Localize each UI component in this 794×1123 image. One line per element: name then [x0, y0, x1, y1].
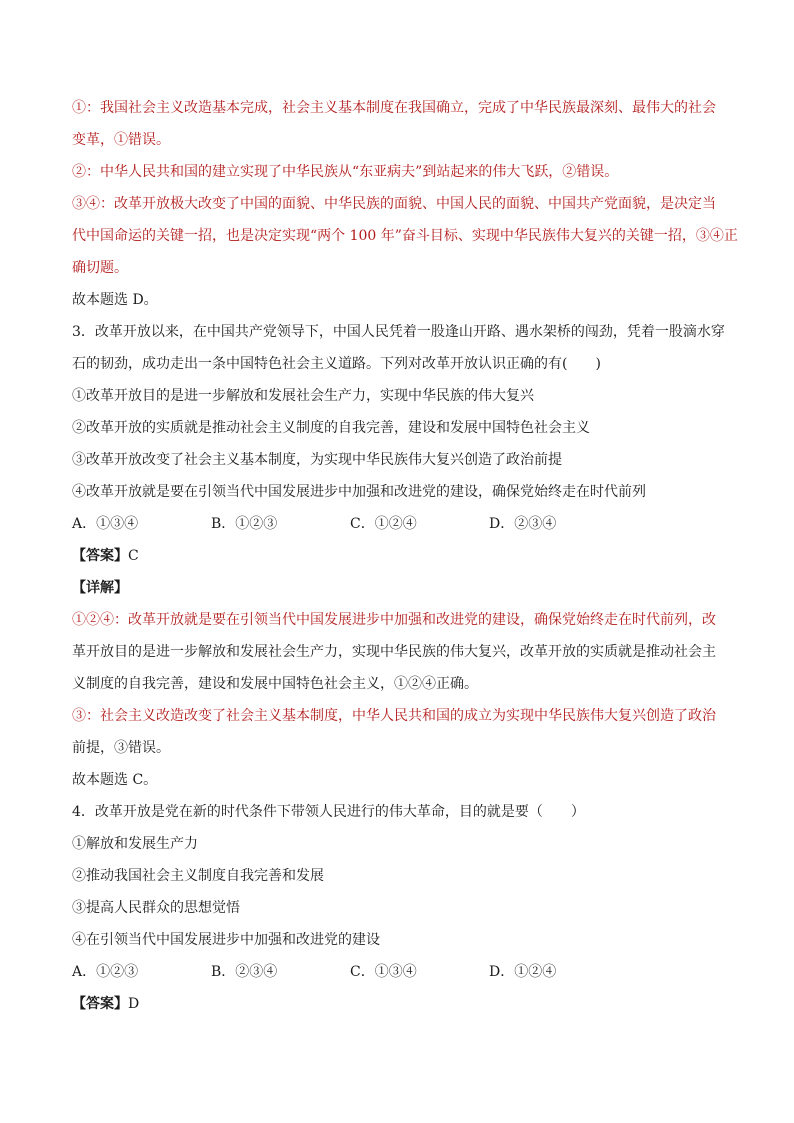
statement: ①解放和发展生产力: [72, 836, 198, 852]
option-c: C．①②④: [350, 516, 417, 532]
option-b: B．①②③: [211, 516, 278, 532]
question-3: [72, 316, 732, 796]
conclusion: 故本题选 C。: [72, 772, 158, 788]
statement: ④改革开放就是要在引领当代中国发展进步中加强和改进党的建设，确保党始终走在时代前列: [72, 484, 646, 500]
statement: ③改革开放改变了社会主义基本制度，为实现中华民族伟大复兴创造了政治前提: [72, 452, 562, 468]
explanation-line: ①②④：改革开放就是要在引领当代中国发展进步中加强和改进党的建设，确保党始终走在时代前列，改: [72, 612, 716, 628]
explanation-line: ②：中华人民共和国的建立实现了中华民族从“东亚病夫”到站起来的伟大飞跃，②错误。: [72, 164, 619, 180]
answer-value: D: [128, 996, 140, 1012]
answer-line: [72, 988, 732, 1020]
option-d: D．②③④: [489, 516, 557, 532]
answer-label: 【答案】: [72, 996, 128, 1012]
option-d: D．①②④: [489, 964, 557, 980]
explanation-line: 代中国命运的关键一招，也是决定实现“两个 100 年”奋斗目标、实现中华民族伟大复兴的关键一招，③④正: [72, 228, 738, 244]
explanation-line: 义制度的自我完善，建设和发展中国特色社会主义，①②④正确。: [72, 676, 478, 692]
statement: ①改革开放目的是进一步解放和发展社会生产力，实现中华民族的伟大复兴: [72, 388, 534, 404]
option-a: A．①②③: [72, 964, 139, 980]
statement: ④在引领当代中国发展进步中加强和改进党的建设: [72, 932, 380, 948]
explanation-line: 变革，①错误。: [72, 132, 170, 148]
answer-options: [72, 508, 732, 540]
explanation-line: 确切题。: [72, 260, 128, 276]
explanation-line: ③：社会主义改造改变了社会主义基本制度，中华人民共和国的成立为实现中华民族伟大复兴创造了政治: [72, 708, 716, 724]
conclusion: 故本题选 D。: [72, 292, 158, 308]
answer-value: C: [128, 548, 139, 564]
document-page: [72, 92, 738, 1020]
explanation-line: ③④：改革开放极大改变了中国的面貌、中华民族的面貌、中国人民的面貌、中国共产党面貌，是决定当: [72, 196, 716, 212]
answer-line: [72, 540, 732, 572]
answer-options: [72, 956, 732, 988]
explanation-line: 前提，③错误。: [72, 740, 170, 756]
statement: ③提高人民群众的思想觉悟: [72, 900, 240, 916]
explanation-line: ①：我国社会主义改造基本完成，社会主义基本制度在我国确立，完成了中华民族最深刻、最伟大的社会: [72, 100, 716, 116]
explanation-line: 革开放目的是进一步解放和发展社会生产力，实现中华民族的伟大复兴，改革开放的实质就是推动社会主: [72, 644, 716, 660]
question-4: [72, 796, 732, 1020]
statement: ②改革开放的实质就是推动社会主义制度的自我完善，建设和发展中国特色社会主义: [72, 420, 590, 436]
option-c: C．①③④: [350, 964, 417, 980]
question-stem: 4．改革开放是党在新的时代条件下带领人民进行的伟大革命，目的就是要（ ）: [72, 804, 585, 820]
option-a: A．①③④: [72, 516, 139, 532]
q2-explanation: [72, 92, 738, 316]
question-stem: 石的韧劲，成功走出一条中国特色社会主义道路。下列对改革开放认识正确的有( ): [72, 356, 601, 372]
option-b: B．②③④: [211, 964, 278, 980]
answer-label: 【答案】: [72, 548, 128, 564]
question-stem: 3．改革开放以来，在中国共产党领导下，中国人民凭着一股逢山开路、遇水架桥的闯劲，凭着一股滴水穿: [72, 324, 725, 340]
detail-label: 【详解】: [72, 580, 128, 596]
statement: ②推动我国社会主义制度自我完善和发展: [72, 868, 324, 884]
